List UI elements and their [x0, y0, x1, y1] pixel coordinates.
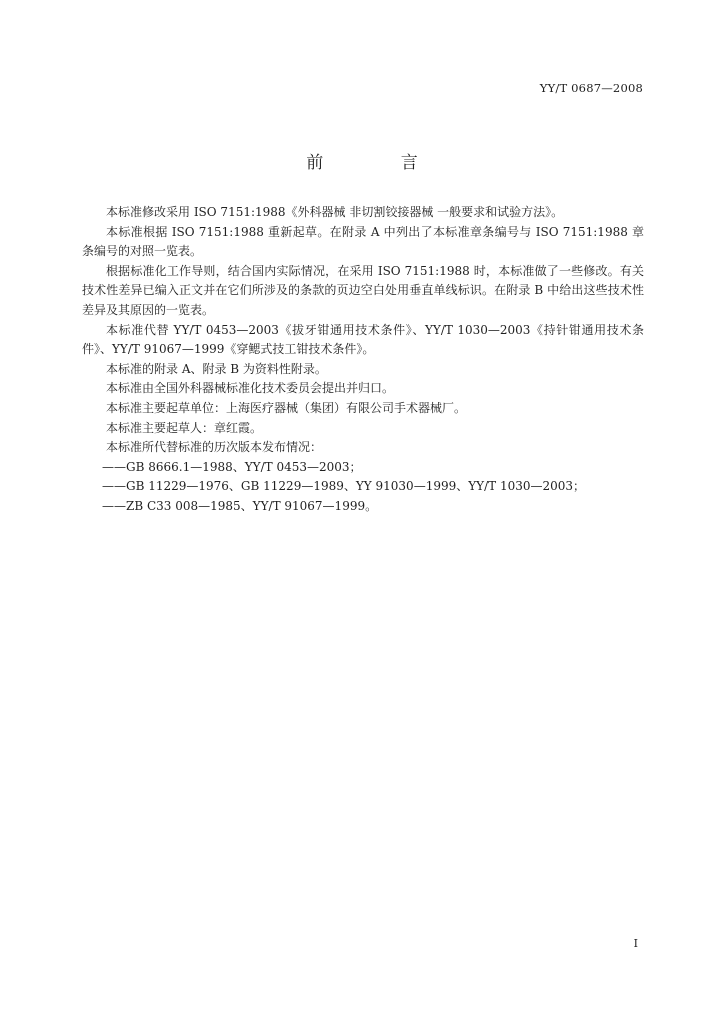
paragraph-replaces: 本标准代替 YY/T 0453—2003《拔牙钳通用技术条件》、YY/T 1030—2003《持针钳通用技术条件》、YY/T 91067—1999《穿鳃式技工钳技术条件》。	[82, 322, 644, 357]
history-item: ——ZB C33 008—1985、YY/T 91067—1999。	[102, 498, 378, 513]
paragraph-drafting-basis: 本标准根据 ISO 7151:1988 重新起草。在附录 A 中列出了本标准章条编号与 ISO 7151:1988 章条编号的对照一览表。	[82, 224, 644, 259]
page-number: I	[633, 937, 638, 950]
history-item: ——GB 8666.1—1988、YY/T 0453—2003；	[102, 459, 362, 474]
foreword-body	[82, 203, 644, 517]
paragraph-drafters: 本标准主要起草人：章红霞。	[106, 420, 263, 435]
paragraph-adoption: 本标准修改采用 ISO 7151:1988《外科器械 非切割铰接器械 一般要求和试验方法》。	[106, 205, 564, 219]
paragraph-drafting-unit: 本标准主要起草单位：上海医疗器械（集团）有限公司手术器械厂。	[106, 400, 467, 415]
paragraph-proposed-by: 本标准由全国外科器械标准化技术委员会提出并归口。	[106, 381, 395, 396]
paragraph-annexes: 本标准的附录 A、附录 B 为资料性附录。	[106, 361, 327, 376]
history-item: ——GB 11229—1976、GB 11229—1989、YY 91030—1999、YY/T 1030—2003；	[102, 479, 586, 494]
paragraph-modifications: 根据标准化工作导则，结合国内实际情况，在采用 ISO 7151:1988 时，本标准做了一些修改。有关技术性差异已编入正文并在它们所涉及的条款的页边空白处用垂直单线标识。在附录 B 中给出这些技术性差异及其原因的一览表。	[82, 263, 644, 317]
paragraph-history-intro: 本标准所代替标准的历次版本发布情况：	[106, 440, 323, 455]
page-title: 前 言	[306, 153, 454, 173]
standard-code: YY/T 0687—2008	[539, 81, 643, 95]
